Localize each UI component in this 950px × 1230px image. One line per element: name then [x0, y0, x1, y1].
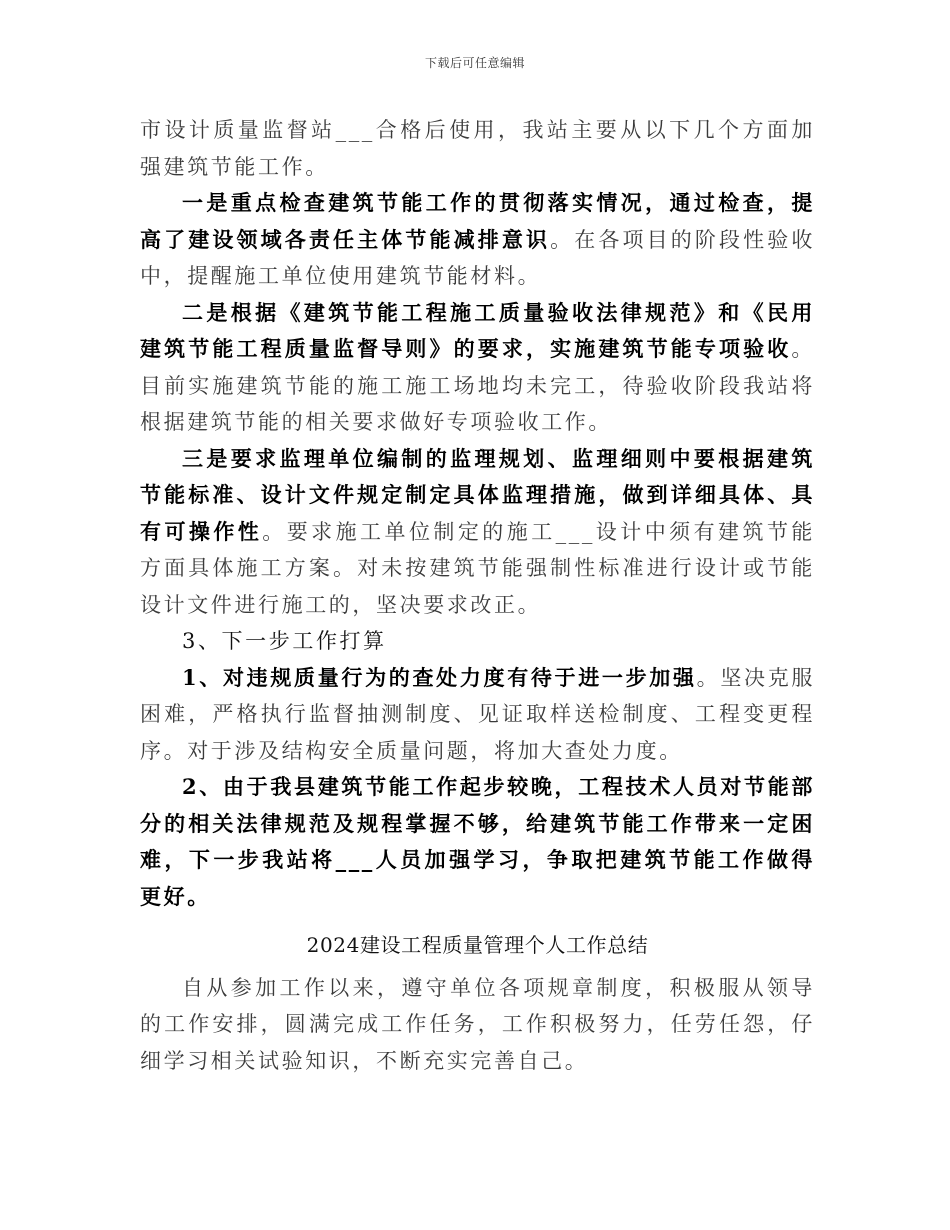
document-body	[140, 112, 815, 1079]
paragraph-bold-text: 2、由于我县建筑节能工作起步较晚，工程技术人员对节能部分的相关法律规范及规程掌握不够，给建筑节能工作带来一定困难，下一步我站将___人员加强学习，争取把建筑节能工作做得更好。	[140, 774, 815, 909]
paragraph-item-two	[140, 769, 815, 915]
paragraph-bold-text: 二是根据《建筑节能工程施工质量验收法律规范》和《民用建筑节能工程质量监督导则》的要求，实施建筑节能专项验收	[140, 299, 815, 361]
paragraph-summary-intro	[140, 970, 815, 1080]
paragraph-text: 。坚决克服困难，严格执行监督抽测制度、见证取样送检制度、工程变更程序。对于涉及结构安全质量问题，将加大查处力度。	[140, 665, 816, 763]
paragraph-bold-text: 三是要求监理单位编制的监理规划、监理细则中要根据建筑节能标准、设计文件规定制定具体监理措施，做到详细具体、具有可操作性	[140, 445, 815, 544]
paragraph-point-three	[140, 441, 815, 624]
paragraph-bold-text: 1、对违规质量行为的查处力度有待于进一步加强	[182, 664, 697, 690]
paragraph-text: 市设计质量监督站___合格后使用，我站主要从以下几个方面加强建筑节能工作。	[140, 118, 815, 179]
paragraph-text: 自从参加工作以来，遵守单位各项规章制度，积极服从领导的工作安排，圆满完成工作任务，工作积极努力，任劳任怨，仔细学习相关试验知识，不断充实完善自己。	[140, 975, 815, 1073]
paragraph-text: 。目前实施建筑节能的施工施工场地均未完工，待验收阶段我站将根据建筑节能的相关要求做好专项验收工作。	[140, 337, 815, 434]
paragraph-item-one	[140, 660, 815, 770]
document-section-title: 2024建设工程质量管理个人工作总结	[306, 933, 649, 957]
paragraph-text: 。要求施工单位制定的施工___设计中须有建筑节能方面具体施工方案。对未按建筑节能强制性标准进行设计或节能设计文件进行施工的，坚决要求改正。	[140, 519, 815, 617]
page-header: 下载后可任意编辑	[424, 56, 525, 70]
paragraph-point-one	[140, 185, 815, 295]
heading-text: 3、下一步工作打算	[182, 629, 387, 653]
paragraph-bold-text: 一是重点检查建筑节能工作的贯彻落实情况，通过检查，提高了建设领域各责任主体节能减排意识	[140, 190, 815, 252]
paragraph-continuation	[140, 112, 815, 185]
paragraph-point-two	[140, 295, 815, 441]
paragraph-text: 。在各项目的阶段性验收中，提醒施工单位使用建筑节能材料。	[140, 227, 815, 288]
section-heading-next-steps	[140, 623, 815, 660]
